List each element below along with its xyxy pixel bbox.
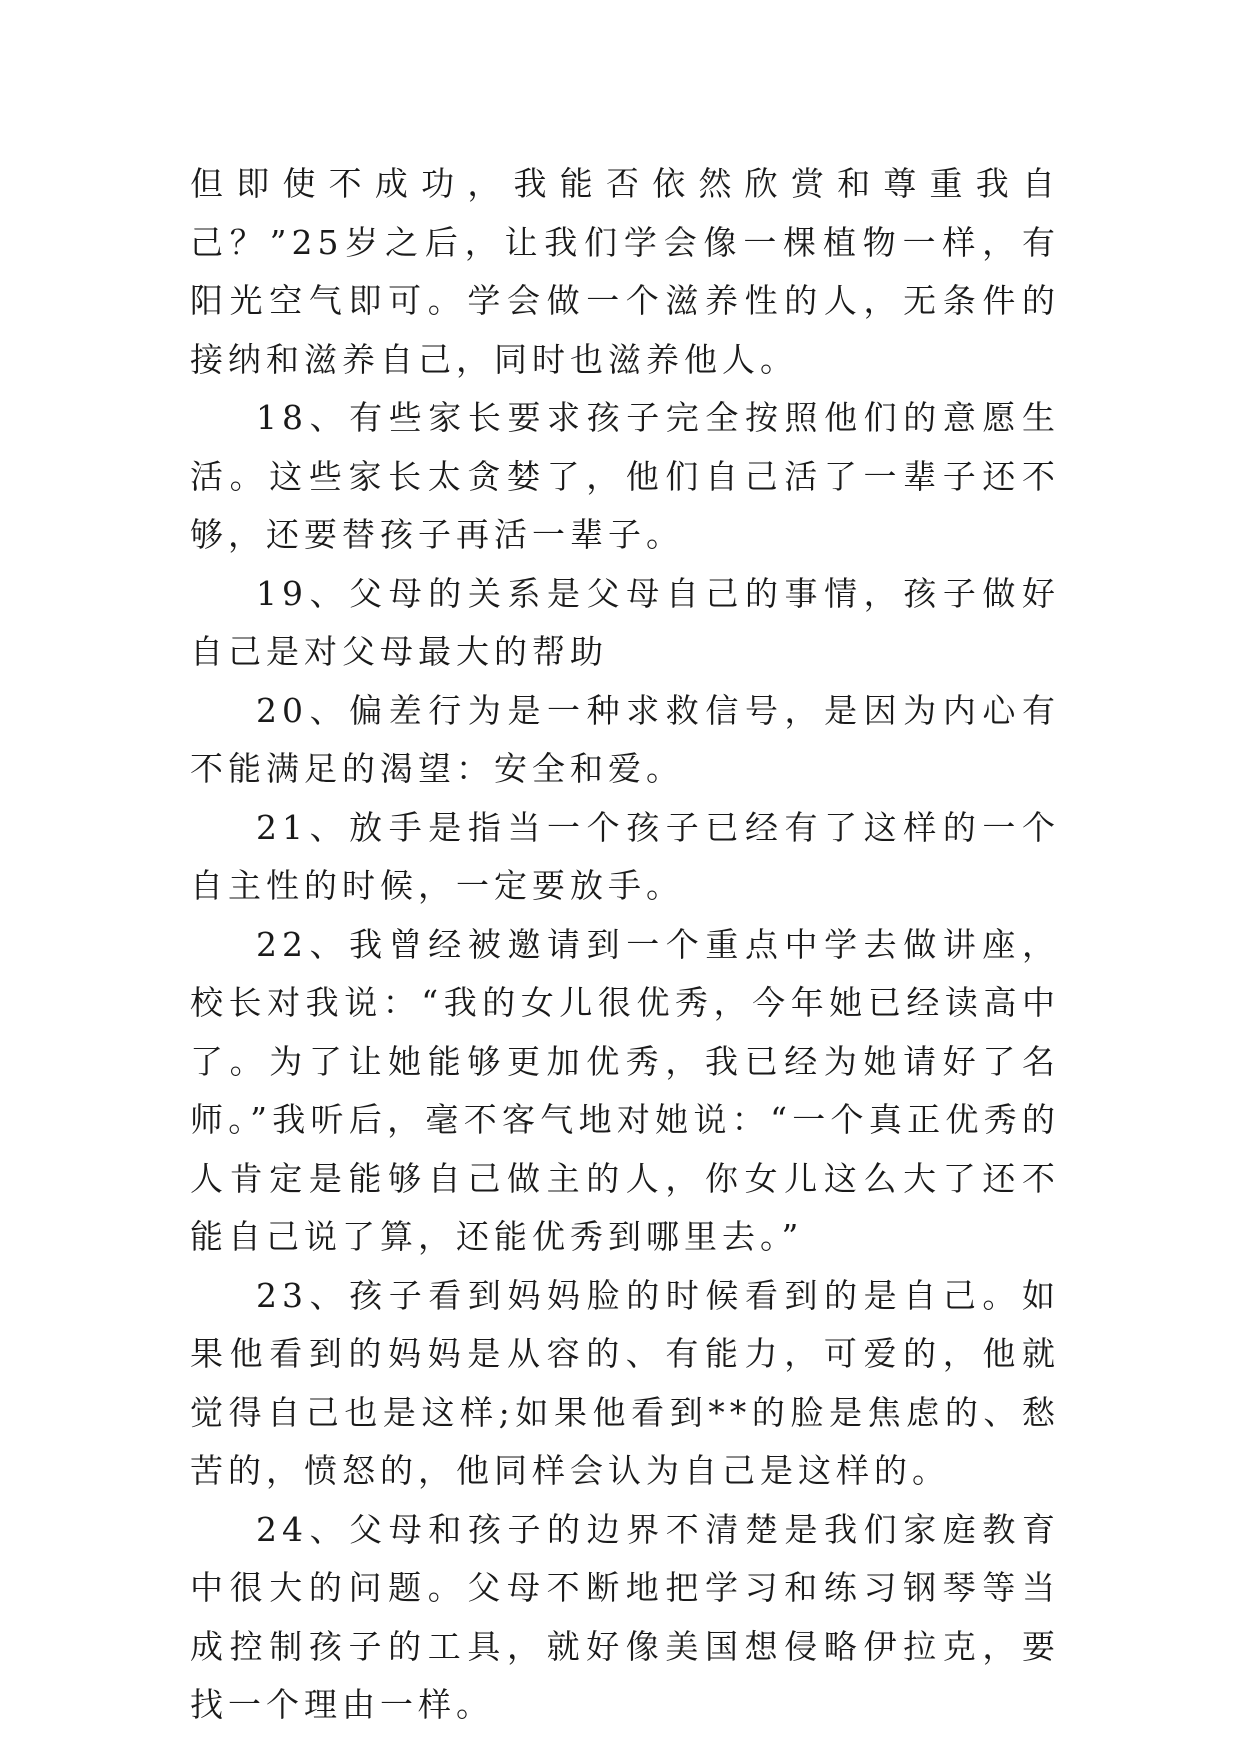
paragraph-20: 20、偏差行为是一种求救信号，是因为内心有不能满足的渴望：安全和爱。 — [190, 690, 1060, 788]
paragraph-19: 19、父母的关系是父母自己的事情，孩子做好自己是对父母最大的帮助 — [190, 573, 1060, 671]
paragraph-continuation: 但即使不成功，我能否依然欣赏和尊重我自己？”25岁之后，让我们学会像一棵植物一样，有阳光空气即可。学会做一个滋养性的人，无条件的接纳和滋养自己，同时也滋养他人。 — [190, 164, 1060, 379]
paragraph-21: 21、放手是指当一个孩子已经有了这样的一个自主性的时候，一定要放手。 — [190, 807, 1060, 905]
paragraph-24: 24、父母和孩子的边界不清楚是我们家庭教育中很大的问题。父母不断地把学习和练习钢琴等当成控制孩子的工具，就好像美国想侵略伊拉克，要找一个理由一样。 — [190, 1509, 1060, 1724]
document-body — [190, 155, 1060, 1735]
paragraph-23: 23、孩子看到妈妈脸的时候看到的是自己。如果他看到的妈妈是从容的、有能力，可爱的，他就觉得自己也是这样;如果他看到**的脸是焦虑的、愁苦的，愤怒的，他同样会认为自己是这样的。 — [190, 1275, 1060, 1490]
paragraph-18: 18、有些家长要求孩子完全按照他们的意愿生活。这些家长太贪婪了，他们自己活了一辈子还不够，还要替孩子再活一辈子。 — [190, 398, 1060, 554]
paragraph-22: 22、我曾经被邀请到一个重点中学去做讲座，校长对我说：“我的女儿很优秀，今年她已经读高中了。为了让她能够更加优秀，我已经为她请好了名师。”我听后，毫不客气地对她说：“一个真正优秀的人肯定是能够自己做主的人，你女儿这么大了还不能自己说了算，还能优秀到哪里去。” — [190, 924, 1060, 1256]
